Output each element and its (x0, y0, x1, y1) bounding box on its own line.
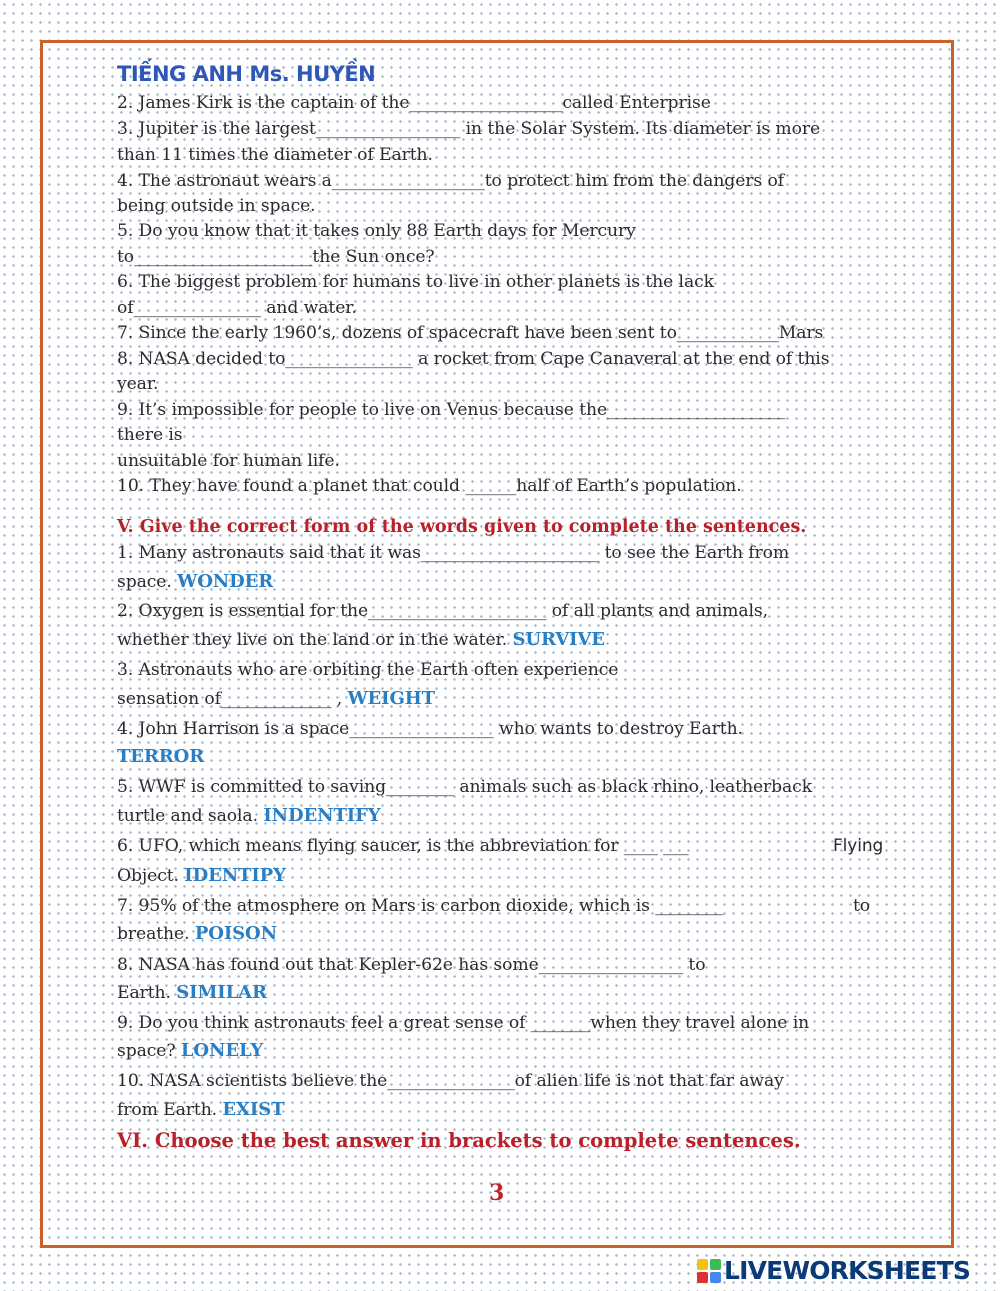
text-line: 8. NASA decided to_______________ a rocket from Cape Canaveral at the end of this (117, 349, 830, 369)
exercise-text: from Earth. (117, 1100, 223, 1120)
exercise-line (117, 570, 273, 594)
exercise-text: turtle and saola. (117, 806, 264, 826)
word-hint: SIMILAR (176, 982, 267, 1003)
exercise-text: Object. (117, 866, 185, 886)
exercise-line (117, 981, 267, 1005)
logo-text: LIVEWORKSHEETS (724, 1256, 971, 1285)
text-line: 7. Since the early 1960’s, dozens of spacecraft have been sent to____________Mars (117, 323, 824, 343)
exercise-text: 1. Many astronauts said that it was_____________________ to see the Earth from (117, 543, 790, 563)
text-line: than 11 times the diameter of Earth. (117, 145, 433, 165)
exercise-line (117, 1069, 784, 1093)
exercise-line (117, 1011, 809, 1035)
exercise-line (117, 922, 277, 946)
logo-square (697, 1272, 708, 1283)
exercise-line (117, 953, 705, 977)
word-hint: LONELY (180, 1040, 264, 1061)
text-line: 6. The biggest problem for humans to live in other planets is the lack (117, 272, 714, 292)
exercise-text: space? (117, 1041, 181, 1061)
exercise-text: 4. John Harrison is a space_________________ who wants to destroy Earth. (117, 719, 743, 739)
text-line: 2. James Kirk is the captain of the__________________called Enterprise (117, 93, 711, 113)
section-6-title: VI. Choose the best answer in brackets to complete sentences. (117, 1129, 801, 1152)
word-hint: POISON (194, 923, 277, 944)
liveworksheets-logo-icon (697, 1259, 721, 1283)
exercise-line (117, 687, 435, 711)
exercise-line (117, 834, 884, 858)
exercise-text: 6. UFO, which means flying saucer, is the abbreviation for ____ ___ (117, 836, 689, 856)
word-hint: INDENTIFY (263, 805, 381, 826)
exercise-text: 5. WWF is committed to saving________ animals such as black rhino, leatherback (117, 777, 813, 797)
exercise-line (117, 1098, 284, 1122)
word-hint: IDENTIPY (184, 865, 286, 886)
word-hint: EXIST (222, 1099, 285, 1120)
exercise-line (117, 894, 871, 918)
text-line: to_____________________the Sun once? (117, 247, 435, 267)
exercise-text: 2. Oxygen is essential for the_____________________ of all plants and animals, (117, 601, 768, 621)
exercise-text: 10. NASA scientists believe the_______________of alien life is not that far away (117, 1071, 784, 1091)
exercise-text: breathe. (117, 924, 195, 944)
logo-square (710, 1259, 721, 1270)
exercise-text: 7. 95% of the atmosphere on Mars is carbon dioxide, which is ________ (117, 896, 724, 916)
exercise-line (117, 864, 286, 888)
word-hint: SURVIVE (512, 629, 605, 650)
text-line: 10. They have found a planet that could ______half of Earth’s population. (117, 476, 742, 496)
section-5-title: V. Give the correct form of the words given to complete the sentences. (117, 517, 807, 537)
exercise-tail: to (853, 896, 871, 916)
word-hint: WONDER (177, 571, 274, 592)
exercise-line (117, 775, 812, 799)
exercise-line (117, 745, 204, 769)
exercise-text: space. (117, 572, 178, 592)
exercise-tail: Flying (833, 836, 884, 856)
exercise-text: Earth. (117, 983, 177, 1003)
page-header: TIẾNG ANH Ms. HUYỀN (117, 62, 376, 86)
text-line: 5. Do you know that it takes only 88 Earth days for Mercury (117, 221, 636, 241)
text-line: 4. The astronaut wears a__________________to protect him from the dangers of (117, 171, 784, 191)
exercise-line (117, 541, 789, 565)
word-hint: TERROR (117, 746, 205, 767)
exercise-text: 8. NASA has found out that Kepler-62e has some_________________ to (117, 955, 706, 975)
logo-square (710, 1272, 721, 1283)
exercise-line (117, 628, 605, 652)
text-line: 3. Jupiter is the largest_________________ in the Solar System. Its diameter is more (117, 119, 821, 139)
page-number: 3 (489, 1180, 505, 1206)
liveworksheets-logo[interactable] (697, 1256, 970, 1285)
exercise-text: whether they live on the land or in the water. (117, 630, 513, 650)
text-line: of_______________ and water. (117, 298, 357, 318)
text-line: there is (117, 425, 183, 445)
exercise-line (117, 804, 381, 828)
exercise-line (117, 717, 743, 741)
exercise-text: 9. Do you think astronauts feel a great sense of _______when they travel alone in (117, 1013, 810, 1033)
text-line: 9. It’s impossible for people to live on Venus because the_____________________ (117, 400, 786, 420)
text-line: being outside in space. (117, 196, 316, 216)
exercise-line (117, 1039, 263, 1063)
word-hint: WEIGHT (347, 688, 435, 709)
exercise-text: sensation of_____________ , (117, 689, 348, 709)
exercise-text: 3. Astronauts who are orbiting the Earth often experience (117, 660, 619, 680)
exercise-line (117, 658, 618, 682)
text-line: unsuitable for human life. (117, 451, 340, 471)
exercise-line (117, 599, 768, 623)
text-line: year. (117, 374, 159, 394)
logo-square (697, 1259, 708, 1270)
